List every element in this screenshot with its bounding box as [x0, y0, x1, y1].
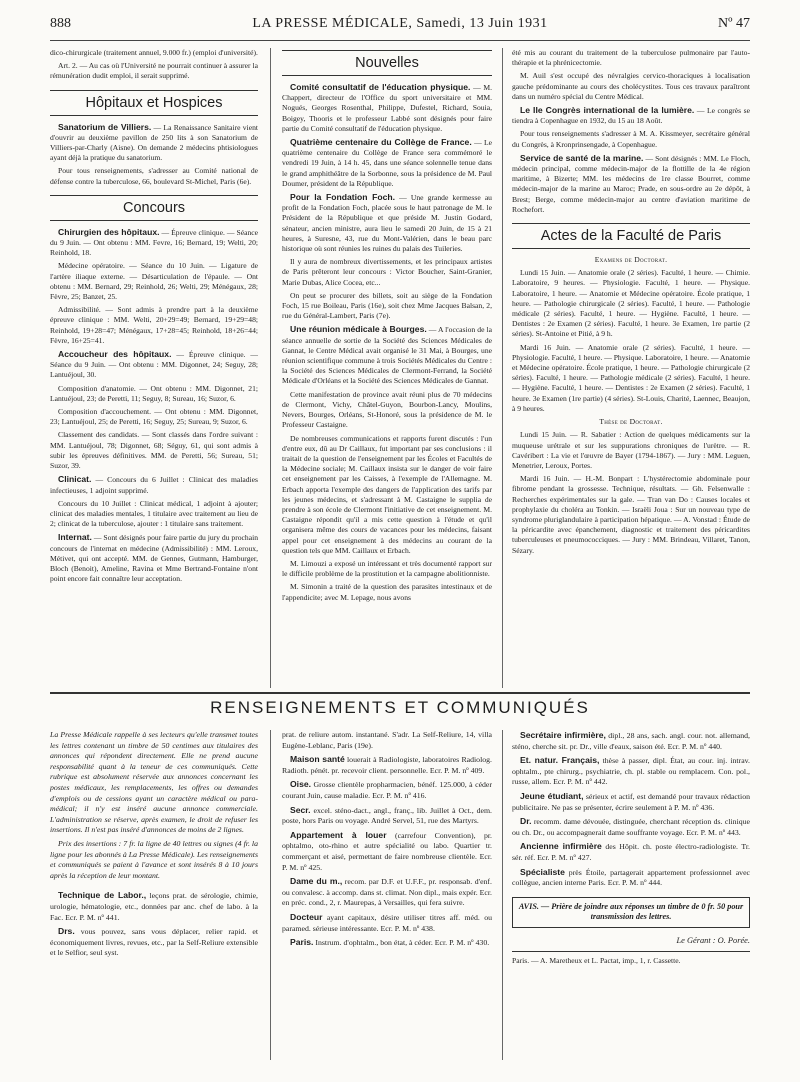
printer-line: Paris. — A. Maretheux et L. Pactat, imp., 1, r. Cassette.	[512, 951, 750, 967]
ad-heading: Docteur	[290, 911, 323, 922]
ad-heading: Jeune étudiant,	[520, 790, 584, 801]
ad-heading: Dame du m.,	[290, 876, 343, 887]
paragraph: Prix des insertions : 7 fr. la ligne de 40 lettres ou signes (4 fr. la ligne pour les abonnés à La Presse Médicale). Les renseignements et communiqués se paient à l'avance et sont insérés 8 à 10 jours après la réception de leur montant.	[50, 838, 258, 880]
item-heading: Le IIe Congrès international de la lumière.	[520, 105, 695, 116]
classifieds-left	[50, 730, 258, 962]
classified-ad	[282, 805, 492, 827]
item-text: — Épreuve clinique. — Séance du 9 Juin. — Ont obtenu : MM. Digonnet, 24; Seguy, 28; Lantuéjoul, 30.	[50, 350, 258, 380]
paragraph: Il y aura de nombreux divertissements, et les principaux artistes de Paris prêteront leur concours : Victor Boucher, Saint-Granier, Marie Dubas, Alice Cocea, etc...	[282, 257, 492, 287]
classified-ad	[512, 791, 750, 813]
section-title-faculte: Actes de la Faculté de Paris	[512, 223, 750, 249]
ad-heading: Appartement à louer	[290, 829, 387, 840]
item-heading: Sanatorium de Villiers.	[58, 121, 152, 132]
item-heading: Clinicat.	[58, 474, 92, 485]
ad-heading: Oise.	[290, 779, 312, 790]
item-heading: Comité consultatif de l'éducation physique.	[290, 82, 471, 92]
item-heading: Accoucheur des hôpitaux.	[58, 349, 172, 360]
column-divider	[502, 730, 503, 1060]
ad-text: prat. de reliure autom. instantané. S'adr. La Self-Reliure, 14, villa Eugène-Leblanc, Paris (19e).	[282, 730, 492, 750]
ad-text: dipl., 28 ans, sach. angl. cour. not. allemand, sténo, cherche sit. pr. Dr., ville d'eaux, saison été. Ecr. P. M. nº 440.	[512, 731, 750, 751]
ad-heading: Maison santé	[290, 754, 345, 765]
paragraph: Pour tous renseignements s'adresser à M. A. Kissmeyer, secrétaire général du Congrès, à Kronprinsengade, à Copenhague.	[512, 129, 750, 149]
item-heading: Pour la Fondation Foch.	[290, 192, 396, 203]
paragraph: été mis au courant du traitement de la tuberculose pulmonaire par l'auto-thérapie et la phrénicectomie.	[512, 48, 750, 68]
item-text: — Épreuve clinique. — Séance du 9 Juin. — Ont obtenu : MM. Fevre, 16; Bernard, 19; Welti, 20; Reinhold, 18.	[50, 227, 258, 258]
classifieds-middle	[282, 730, 492, 952]
ad-text: leçons prat. de sérologie, chimie, urologie, hématologie, etc., données par anc. chef de labo. à la Fac. Ecr. P. M. nº 441.	[50, 891, 258, 922]
classifieds-right	[512, 730, 750, 966]
ad-text: des Hôpit. ch. poste électro-radiologiste. Tr. sér. réf. Ecr. P. M. nº 427.	[512, 842, 750, 862]
ad-text: recom. par D.F. et U.F.F., pr. responsab. d'enf. ou convalesc. à accomp. dans st. climat. Non dipl., mais expér. Ecr. en préc. cond., 2, r. Maurepas, à Versailles, qui fera suivre.	[282, 877, 492, 908]
item-text: — Le congrès se tiendra à Copenhague en 1932, du 15 au 18 Août.	[512, 106, 750, 126]
classified-ad	[282, 912, 492, 934]
item-heading: Service de santé de la marine.	[520, 152, 644, 163]
section-title-concours: Concours	[50, 195, 258, 221]
ad-heading: Secrétaire infirmière,	[520, 730, 606, 740]
ad-heading: Ancienne infirmière	[520, 841, 602, 852]
column-right	[512, 48, 750, 559]
paragraph: M. Auil s'est occupé des névralgies cervico-thoraciques à localisation gauche prédominante au cours des cholécystites. Tous ces travaux paraîtront dans un numéro spécial du Centre Médical.	[512, 71, 750, 101]
ad-heading: Spécialiste	[520, 866, 565, 877]
paragraph: M. Limouzi a exposé un intéressant et très documenté rapport sur le difficile problème de la prostitution et la campagne abolitionniste.	[282, 558, 492, 579]
journal-title: LA PRESSE MÉDICALE, Samedi, 13 Juin 1931	[252, 16, 548, 31]
paragraph: Lundi 15 Juin. — Anatomie orale (2 séries). Faculté, 1 heure. — Chimie. Laboratoire, 9 heures. — Physiologie. Faculté, 1 heure. — Physique. Laboratoire, 1 heure. — Anatomie et Médecine opératoire. École pratique, 1 heure. — Pathologie chirurgicale (2 séries). Faculté, 1 heure. — Pathologie médicale (2 séries). Faculté, 1 heure. — Hygiène. Faculté, 1 heure. — Dentistes : 2e Examen (2 séries). Faculté, 1 heure. 3e Examen, 1re partie (2 séries). St-Antoine et Pitié, à 9 h.	[512, 268, 750, 339]
paragraph: dico-chirurgicale (traitement annuel, 9.000 fr.) (emploi d'université).	[50, 48, 258, 57]
ad-text: thèse à passer, dipl. État, au cour. inj. intrav. ophtalm., pte chirurg., psychiatrie, ch. pl. stable ou remplacem. Con. pol., russe, allem. Ecr. P. M. nº 442.	[512, 756, 750, 787]
paragraph: Médecine opératoire. — Séance du 10 Juin. — Ligature de l'artère iliaque externe. — Désarticulation de l'épaule. — Ont obtenu : MM. Bernard, 29; Reinhold, 26; Welti, 29; Ménégaux, 28; Fèvre, 25; Banzet, 25.	[50, 261, 258, 302]
section-title-hopitaux: Hôpitaux et Hospices	[50, 90, 258, 116]
item-heading: Une réunion médicale à Bourges.	[290, 324, 427, 335]
item-heading: Internat.	[58, 532, 92, 543]
item-heading: Quatrième centenaire du Collège de France.	[290, 137, 472, 148]
page-number: 888	[50, 16, 71, 31]
classified-ad	[50, 926, 258, 959]
classified-ad	[512, 755, 750, 788]
classified-ad	[282, 830, 492, 873]
paragraph: Composition d'anatomie. — Ont obtenu : MM. Digonnet, 21; Lantuéjoul, 23; de Peretti, 11; Seguy, 8; Sureau, 16; Suzor, 6.	[50, 383, 258, 403]
paragraph: Concours du 10 Juillet : Clinicat médical, 1 adjoint à ajouter; clinicat des maladies mentales, 1 titulaire avec traitement au lieu de 2; clinicat de la tuberculose, ajouter : 1 titulaire sans traitement.	[50, 498, 258, 529]
ad-text: excel. sténo-dact., angl., franç., lib. Juillet à Oct., dem. poste, hors Paris ou voyage. André Servel, 51, rue des Martyrs.	[282, 805, 492, 826]
paragraph: Admissibilité. — Sont admis à prendre part à la deuxième épreuve clinique : MM. Welti, 20+29=49; Bernard, 19+29=48; Reinhold, 19+28=47; Ménégaux, 17+28=45; Reinhold, 18+26=44; Fèvre, 16+25=41.	[50, 305, 258, 345]
ad-text: vous pouvez, sans vous déplacer, relier rapid. et économiquement livres, revues, etc., par la Self-Reliure extensible et le Selfior, seul syst.	[50, 927, 258, 958]
item-text: — M. Chappert, directeur de l'Office du sport universitaire et MM. Nogués, Georges Rosenthal, Philippe, Dufestel, Richard, Souia, Boigey, Thooris et le professeur Labbé sont désignés pour faire partie du Comité consultatif de l'éducation physique.	[282, 83, 493, 133]
subheading: Thèse de Doctorat.	[599, 417, 663, 427]
column-divider	[502, 48, 503, 688]
classified-ad	[512, 867, 750, 889]
renseignements-title: RENSEIGNEMENTS ET COMMUNIQUÉS	[210, 698, 590, 717]
paragraph: Cette manifestation de province avait réuni plus de 70 médecins de Clermont, Vichy, Châtel-Guyon, Bourbon-Lancy, Moulins, Nevers, Bourges, Orléans, St-Honoré, sous la présidence de M. le Professeur Castaigne.	[282, 389, 492, 430]
item-text: — La Renaissance Sanitaire vient d'ouvrir au deuxième pavillon de 250 lits à son Sanatorium de Villiers-par-Charly (Aisne). On demande 2 médecins phtisiologues ayant déjà la pratique du sanatorium.	[50, 122, 258, 163]
ad-heading: Dr.	[520, 816, 532, 827]
classified-ad	[512, 816, 750, 838]
classified-ad	[282, 937, 492, 949]
section-title-nouvelles: Nouvelles	[282, 50, 492, 76]
classified-ad	[50, 890, 258, 923]
paragraph: Pour tous renseignements, s'adresser au Comité national de défense contre la tuberculose, 66, boulevard St-Michel, Paris (6e).	[50, 166, 258, 186]
section-rule	[50, 692, 750, 694]
paragraph: Classement des candidats. — Sont classés dans l'ordre suivant : MM. Lantuéjoul, 78; Digonnet, 68; Séguy, 61, qui sont admis à subir les épreuves définitives. MM. de Peretti, 56; Sureau, 51; Suzor, 39.	[50, 430, 258, 471]
ad-text: ayant capitaux, désire utiliser titres aff. méd. ou paramed. sérieuse intéressante. Ecr. P. M. nº 438.	[282, 912, 492, 933]
item-text: — Le quatrième centenaire du Collège de France sera commémoré le vendredi 19 Juin, à 14 h. 45, dans une séance solennelle tenue dans le grand amphithéâtre de la Sorbonne, sous la présidence de M. Paul Doumer, président de la République.	[282, 138, 492, 188]
subheading: Examens de Doctorat.	[594, 255, 668, 265]
item-text: — Sont désignés pour faire partie du jury du prochain concours de l'internat en médecine (Admissibilité) : MM. Leroux, Métivet, qui ont accepté. MM. de Gennes, Gutmann, Hamburger, Bloch (Benoit), Ameline, Ravina et Mme Bertrand-Fontaine n'ont point encore fait connaître leur acceptation.	[50, 533, 258, 584]
ad-heading: Paris.	[290, 937, 314, 948]
issue-number: Nº 47	[718, 16, 750, 31]
paragraph: Composition d'accouchement. — Ont obtenu : MM. Digonnet, 23; Lantuéjoul, 25; de Peretti, 16; Seguy, 25; Sureau, 9; Suzor, 6.	[50, 407, 258, 427]
classified-ad	[512, 841, 750, 863]
ad-heading: Drs.	[58, 926, 75, 937]
ad-text: (carrefour Convention), pr. ophtalmo, oto-rhino et autre spécialité ou labo. Quartier tr. commerçant et aisé, permettant de faire nombreuse clientèle. Ecr. P. M. nº 425.	[282, 830, 492, 872]
paragraph: La Presse Médicale rappelle à ses lecteurs qu'elle transmet toutes les lettres contenant un timbre de 50 centimes aux titulaires des annonces qui répondent directement. Elle ne prend aucune responsabilité quant à la teneur de ces communiqués. Cette rubrique est absolument réservée aux annonces concernant les postes médicaux, les remplacements, les offres ou demandes d'emplois ou de cessions ayant un caractère médical ou para-médical; il n'y est inséré aucune annonce commerciale. L'administration se réserve, après examen, le droit de refuser les insertions. Il n'est pas inséré d'annonces de moins de 2 lignes.	[50, 730, 258, 835]
item-text: — A l'occasion de la séance annuelle de sortie de la Société des Sciences Médicales de Gannat, le Centre Médical avait organisé le 31 Mai, à Bourges, une réunion scientifique commune à trois Sociétés Médicales du Centre : la Société des Sciences Médicales de Clermont-Ferrand, la Société Médicale d'Orléans et la Société des Sciences Médicales de Gannat.	[282, 325, 492, 386]
paragraph: On peut se procurer des billets, soit au siège de la Fondation Foch, 15 rue Boileau, Paris (16e), soit chez Mme Jacques Balsan, 2, rue du Général-Lambert, Paris (7e).	[282, 290, 492, 321]
item-text: — Concours du 6 Juillet : Clinicat des maladies infectieuses, 1 adjoint supprimé.	[50, 475, 258, 495]
ad-text: Grosse clientèle propharmacien, bénéf. 125.000, à céder courant Juin, cause maladie. Ecr. P. M. nº 416.	[282, 780, 492, 800]
paragraph: M. Simonin a traité de la question des parasites intestinaux et de l'appendicite; avec M. Lepage, nous avons	[282, 582, 492, 602]
classified-ad	[512, 730, 750, 752]
ad-text: louerait à Radiologiste, laboratoires Radiolog. Radioth. pénét. pr. recevoir client. personnelle. Ecr. P. M. nº 409.	[282, 755, 492, 775]
item-text: — Une grande kermesse au profit de la Fondation Foch, placée sous le haut patronage de M. le Président de la République et que préside M. Justin Godard, sénateur, ancien ministre, aura lieu le samedi 20 Juin, de 15 à 21 heures, à Suresne, 43, rue du Mont-Valérien, dans le beau parc historique où sont réunies les ruines du palais des Tuileries.	[282, 193, 492, 254]
ad-heading: Secr.	[290, 804, 311, 815]
paragraph: Lundi 15 Juin. — R. Sabatier : Action de quelques médicaments sur la muqueuse urétrale et sur les suppurations chroniques de l'urètre. — R. Cavéribert : La vie et l'œuvre de Bayer (1794-1867). — Jury : MM. Leguen, Menetrier, Leroux, Portes.	[512, 430, 750, 470]
ad-text: sérieux et actif, est demandé pour travaux rédaction publicitaire. Ne pas se présenter, écrire seulement à P. M. nº 436.	[512, 791, 751, 812]
classified-ad	[282, 730, 492, 751]
ad-text: près Étoile, partagerait appartement professionnel avec collègue, ancien interne Paris. Ecr. P. M. nº 444.	[512, 867, 750, 888]
item-heading: Chirurgien des hôpitaux.	[58, 226, 160, 237]
classified-ad	[282, 754, 492, 776]
paragraph: De nombreuses communications et rapports furent discutés : l'un d'entre eux, dû au Dr Caillaux, fut important par ses conclusions : il traitait de la question de l'enseignement par les Écoles et Facultés de la Médecine sociale; M. Caillaux insista sur le danger de voir faire cet enseignement par les Caisses, à l'exemple de l'Allemagne. M. Erbach apporta l'exemple des dangers de l'application des tarifs par les jeunes médecins, et s'adressant à M. Castaigne le supplia de prendre à son école de Clermont l'initiative de cet enseignement. M. Castaigne répondit qu'il a mis cette question à l'étude et qu'il organisera même des cours de vacances pour les médecins, faisant appel pour cet enseignement à des médecins au courant de la question tels que MM. Caillaux et Erbach.	[282, 433, 492, 555]
ad-heading: Et. natur. Français,	[520, 755, 600, 766]
classified-ad	[282, 779, 492, 801]
column-divider	[270, 730, 271, 1060]
avis-notice: AVIS. — Prière de joindre aux réponses un timbre de 0 fr. 50 pour transmission des lettres.	[512, 897, 750, 928]
column-left	[50, 48, 258, 587]
gerant-signature: Le Gérant : O. Porée.	[676, 935, 750, 945]
paragraph: Art. 2. — Au cas où l'Université ne pourrait continuer à assurer la rémunération dudit emploi, il serait supprimé.	[50, 61, 258, 81]
item-text: — Sont désignés : MM. Le Floch, médecin principal, comme médecin-major de la flottille de la 4e région maritime, à Bizerte; MM. les médecins de 1re classe Bourret, comme médecin-major de la marine au Maroc; Prade, en sous-ordre au 2e dépôt, à Brest; Berge, comme médecin-major au centre d'aviation maritime de Rochefort.	[512, 153, 751, 214]
column-divider	[270, 48, 271, 688]
paragraph: Mardi 16 Juin. — Anatomie orale (2 séries). Faculté, 1 heure. — Physiologie. Faculté, 1 heure. — Physique. Laboratoire, 1 heure. — Anatomie et Médecine opératoire. École pratique, 1 heure. — Pathologie chirurgicale (2 séries). Faculté, 1 heure. — Pathologie médicale (2 séries). Faculté, 1 heure. — Hygiène. Faculté, 1 heure. — Dentistes : 2e Examen (2 séries). Faculté, 1 heure. 3e Examen (1re partie) (4 séries). St-Louis, Charité, Laennec, Beaujon, à 9 heures.	[512, 342, 750, 413]
classified-ad	[282, 876, 492, 909]
column-middle	[282, 48, 492, 606]
paragraph: Mardi 16 Juin. — H.-M. Bonpart : L'hystérectomie abdominale pour fibrome pendant la grossesse. Technique, résultats. — Gh. Felsenwalle : Recherches expérimentales sur la gale. — Tran van Do : Causes locales et prophylaxie du choléra au Tonkin. — Israëli Joua : Sur un nouveau type de syndrome pluriglandulaire à participation hépatique. — A. Vonstad : Étude de la péricardite avec épanchement, diagnostic et traitement des péricardites tuberculeuses et pneumococciques. — Jury : MM. Brindeau, Villaret, Tanon, Sézary.	[512, 474, 750, 555]
header-rule	[50, 40, 750, 41]
ad-heading: Technique de Labor.,	[58, 890, 147, 901]
running-header	[50, 14, 750, 36]
ad-text: recomm. dame dévouée, distinguée, cherchant réception ds. clinique ou ch. Dr., ou accompagnerait dame souffrante voyage. Ecr. P. M. nº 443.	[512, 817, 750, 837]
ad-text: Instrum. d'ophtalm., bon état, à céder. Ecr. P. M. nº 430.	[313, 938, 490, 948]
